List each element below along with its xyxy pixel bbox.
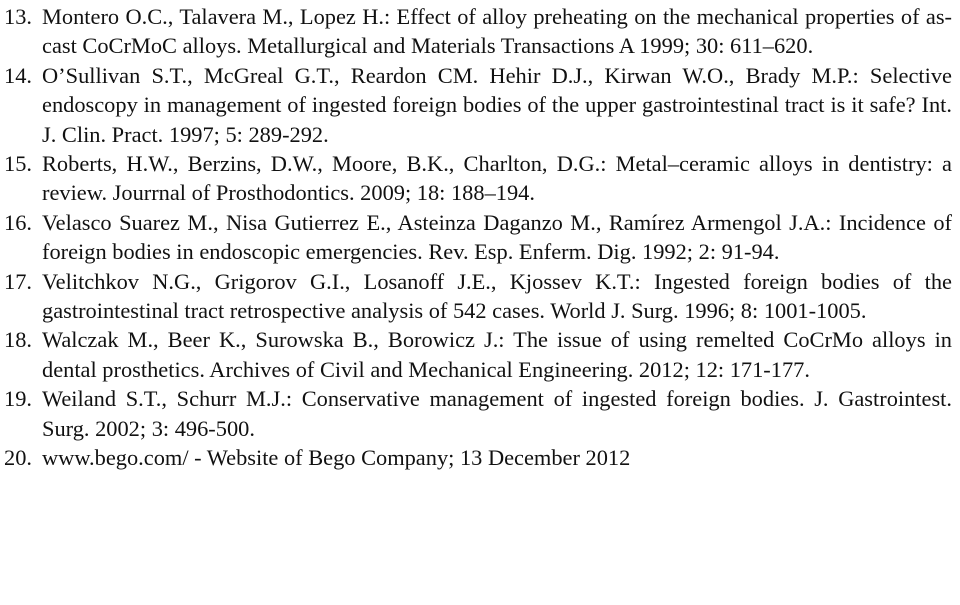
reference-text: Velasco Suarez M., Nisa Gutierrez E., Asteinza Daganzo M., Ramírez Armengol J.A.: Incidence of foreign bodies in endoscopic emergencies. Rev. Esp. Enferm. Dig. 1992; 2: 91-94. [42, 209, 952, 265]
reference-text: O’Sullivan S.T., McGreal G.T., Reardon CM. Hehir D.J., Kirwan W.O., Brady M.P.: Selective endoscopy in management of ingested foreign bodies of the upper gastrointestinal tract is it safe? Int. J. Clin. Pract. 1997; 5: 289-292. [42, 62, 952, 147]
reference-number: 18. [4, 327, 32, 353]
reference-number: 13. [4, 4, 32, 29]
reference-text: Weiland S.T., Schurr M.J.: Conservative management of ingested foreign bodies. J. Gastrointest. Surg. 2002; 3: 496-500. [42, 386, 952, 441]
reference-item-17 [4, 267, 952, 326]
reference-text: Velitchkov N.G., Grigorov G.I., Losanoff J.E., Kjossev K.T.: Ingested foreign bodies of the gastrointestinal tract retrospective analysis of 542 cases. World J. Surg. 1996; 8: 1001-1005. [42, 268, 952, 324]
reference-text: www.bego.com/ - Website of Bego Company; 13 December 2012 [42, 445, 631, 471]
reference-text: Walczak M., Beer K., Surowska B., Borowicz J.: The issue of using remelted CoCrMo alloys in dental prosthetics. Archives of Civil and Mechanical Engineering. 2012; 12: 171-177. [42, 327, 952, 382]
reference-item-19 [4, 384, 952, 443]
reference-number: 20. [4, 445, 32, 471]
reference-item-15 [4, 149, 952, 208]
reference-list [4, 2, 952, 473]
reference-number: 14. [4, 62, 32, 88]
reference-number: 19. [4, 386, 32, 412]
reference-text: Roberts, H.W., Berzins, D.W., Moore, B.K., Charlton, D.G.: Metal–ceramic alloys in dentistry: a review. Jourrnal of Prosthodontics. 2009; 18: 188–194. [42, 151, 952, 206]
reference-item-13 [4, 2, 952, 61]
reference-number: 16. [4, 209, 32, 235]
reference-item-18 [4, 325, 952, 384]
reference-item-16 [4, 208, 952, 267]
reference-text: Montero O.C., Talavera M., Lopez H.: Effect of alloy preheating on the mechanical properties of as-cast CoCrMoC alloys. Metallurgical and Materials Transactions A 1999; 30: 611–620. [42, 4, 952, 59]
reference-item-14 [4, 61, 952, 149]
reference-number: 17. [4, 268, 32, 294]
reference-number: 15. [4, 151, 32, 177]
reference-item-20 [4, 443, 952, 472]
